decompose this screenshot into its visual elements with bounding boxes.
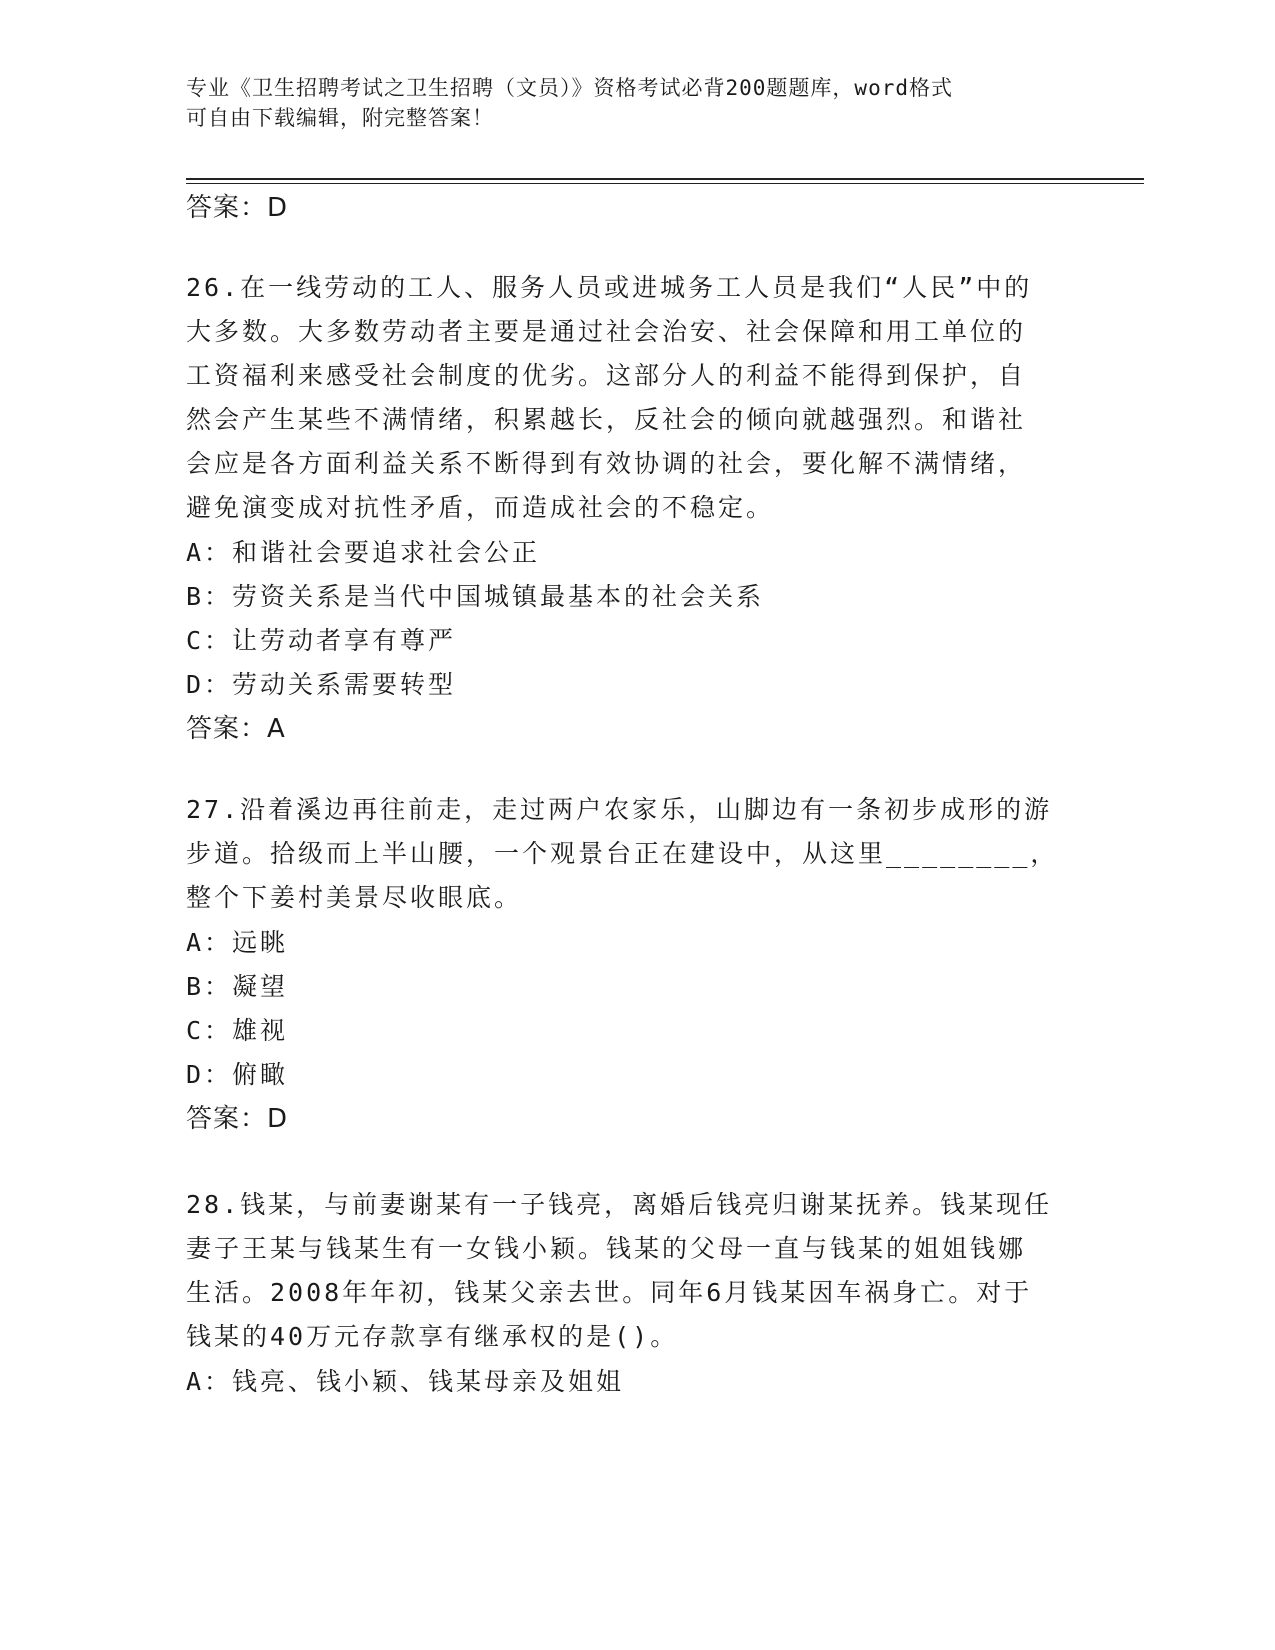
answer-label: 答案：	[186, 1104, 268, 1134]
question-stem-line: 步道。拾级而上半山腰，一个观景台正在建设中，从这里________，	[186, 839, 1059, 868]
question-stem-line: 26.在一线劳动的工人、服务人员或进城务工人员是我们“人民”中的	[186, 273, 1033, 302]
question-stem-line: 工资福利来感受社会制度的优劣。这部分人的利益不能得到保护，自	[186, 361, 1027, 390]
option-a: A：和谐社会要追求社会公正	[186, 538, 541, 567]
answer-value: D	[267, 1104, 289, 1134]
question-stem-line: 28.钱某，与前妻谢某有一子钱亮，离婚后钱亮归谢某抚养。钱某现任	[186, 1190, 1053, 1219]
answer-value: D	[267, 193, 289, 223]
option-a: A：钱亮、钱小颖、钱某母亲及姐姐	[186, 1367, 625, 1396]
question-stem-line: 避免演变成对抗性矛盾，而造成社会的不稳定。	[186, 493, 775, 522]
question-stem-line: 妻子王某与钱某生有一女钱小颖。钱某的父母一直与钱某的姐姐钱娜	[186, 1234, 1027, 1263]
answer-line	[186, 1102, 288, 1136]
option-b: B：凝望	[186, 972, 289, 1001]
header-divider	[186, 178, 1144, 180]
option-c: C：让劳动者享有尊严	[186, 626, 457, 655]
option-d: D：俯瞰	[186, 1060, 289, 1089]
option-d: D：劳动关系需要转型	[186, 670, 457, 699]
answer-label: 答案：	[186, 193, 268, 223]
question-stem-line: 整个下姜村美景尽收眼底。	[186, 883, 523, 912]
header-title-line-1: 专业《卫生招聘考试之卫生招聘（文员）》资格考试必背200题题库，word格式	[186, 76, 953, 100]
question-stem-line: 生活。2008年年初，钱某父亲去世。同年6月钱某因车祸身亡。对于	[186, 1278, 1033, 1307]
answer-line	[186, 712, 286, 746]
question-stem-line: 大多数。大多数劳动者主要是通过社会治安、社会保障和用工单位的	[186, 317, 1027, 346]
question-stem-line: 然会产生某些不满情绪，积累越长，反社会的倾向就越强烈。和谐社	[186, 405, 1027, 434]
question-stem-line: 会应是各方面利益关系不断得到有效协调的社会，要化解不满情绪，	[186, 449, 1027, 478]
option-c: C：雄视	[186, 1016, 289, 1045]
header-divider-thin	[186, 183, 1144, 184]
question-stem-line: 钱某的40万元存款享有继承权的是()。	[186, 1322, 679, 1351]
answer-value: A	[267, 714, 286, 744]
question-stem-line: 27.沿着溪边再往前走，走过两户农家乐，山脚边有一条初步成形的游	[186, 795, 1053, 824]
answer-label: 答案：	[186, 714, 268, 744]
answer-line	[186, 191, 288, 225]
option-b: B：劳资关系是当代中国城镇最基本的社会关系	[186, 582, 765, 611]
header-title-line-2: 可自由下载编辑，附完整答案！	[186, 106, 494, 130]
option-a: A：远眺	[186, 928, 289, 957]
